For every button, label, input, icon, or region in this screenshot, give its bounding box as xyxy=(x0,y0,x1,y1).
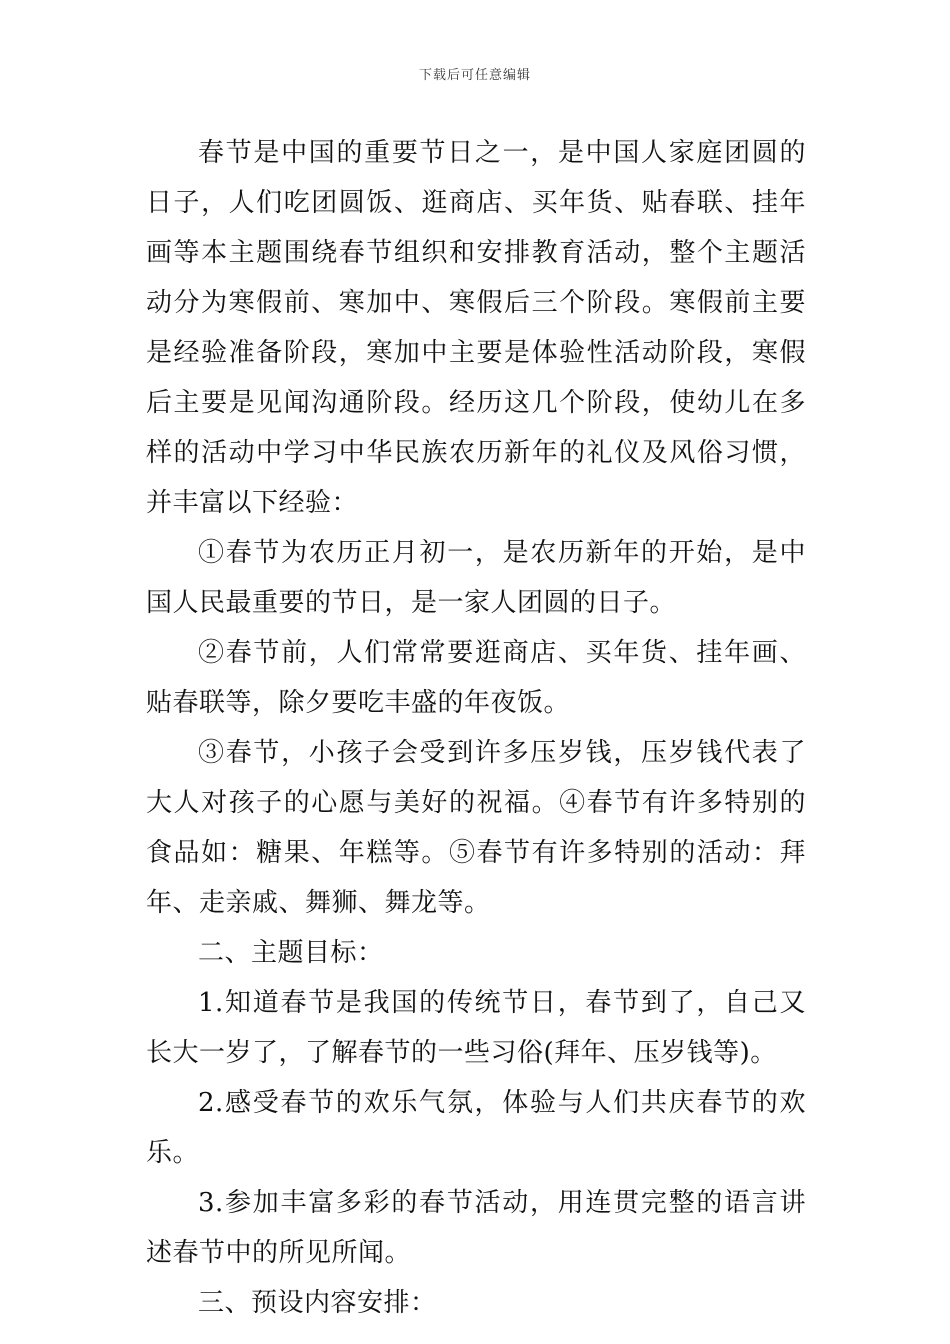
intro-paragraph: 春节是中国的重要节日之一，是中国人家庭团圆的日子，人们吃团圆饭、逛商店、买年货、贴春联、挂年画等本主题围绕春节组织和安排教育活动，整个主题活动分为寒假前、寒加中、寒假后三个阶段。寒假前主要是经验准备阶段，寒加中主要是体验性活动阶段，寒假后主要是见闻沟通阶段。经历这几个阶段，使幼儿在多样的活动中学习中华民族农历新年的礼仪及风俗习惯，并丰富以下经验： xyxy=(146,138,806,518)
experience-item-3-5: ③春节，小孩子会受到许多压岁钱，压岁钱代表了大人对孩子的心愿与美好的祝福。④春节有许多特别的食品如：糖果、年糕等。⑤春节有许多特别的活动：拜年、走亲戚、舞狮、舞龙等。 xyxy=(146,738,806,918)
goal-item-2: 2.感受春节的欢乐气氛，体验与人们共庆春节的欢乐。 xyxy=(146,1088,806,1168)
section-heading-goals: 二、主题目标： xyxy=(198,938,384,968)
page-header-note: 下载后可任意编辑 xyxy=(418,68,531,83)
experience-item-2: ②春节前，人们常常要逛商店、买年货、挂年画、贴春联等，除夕要吃丰盛的年夜饭。 xyxy=(146,638,806,718)
document-body xyxy=(146,128,806,1328)
experience-item-1: ①春节为农历正月初一，是农历新年的开始，是中国人民最重要的节日，是一家人团圆的日子。 xyxy=(146,538,806,618)
goal-item-3: 3.参加丰富多彩的春节活动，用连贯完整的语言讲述春节中的所见所闻。 xyxy=(146,1188,806,1268)
section-heading-content: 三、预设内容安排： xyxy=(198,1288,437,1318)
goal-item-1: 1.知道春节是我国的传统节日，春节到了，自己又长大一岁了，了解春节的一些习俗(拜年、压岁钱等)。 xyxy=(146,988,806,1068)
